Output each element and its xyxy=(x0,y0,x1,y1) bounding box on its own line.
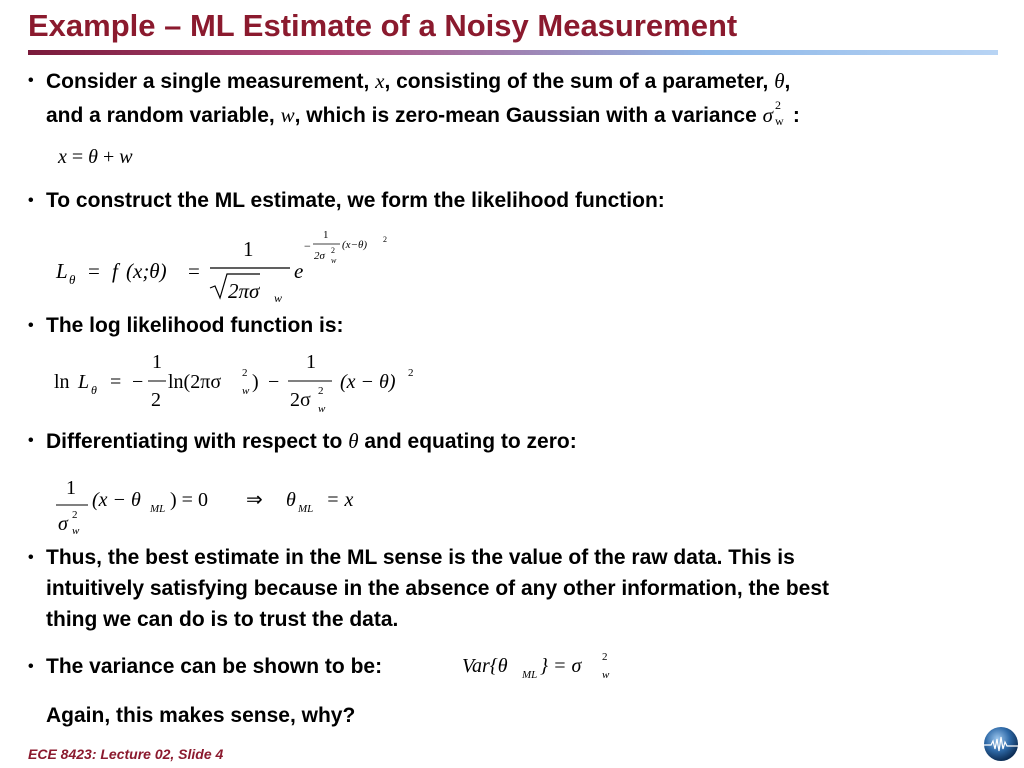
eq5-sup: 2 xyxy=(602,651,608,663)
eq2-equals-2: = xyxy=(188,259,200,283)
eq3-L: L xyxy=(78,371,90,393)
bullet-3-text: The log likelihood function is: xyxy=(46,314,344,337)
bullet-1-line-2 xyxy=(46,100,800,131)
title-divider xyxy=(28,50,998,55)
eq5-var: Var{θ xyxy=(462,655,508,677)
text: , xyxy=(784,70,791,93)
eq3-mid-sup: 2 xyxy=(242,367,248,379)
bullet-dot: • xyxy=(28,192,34,209)
eq3-rest: (x − θ) xyxy=(340,371,396,393)
eq-w: w xyxy=(119,146,133,168)
sup: 2 xyxy=(774,98,781,112)
sub: w xyxy=(774,114,784,128)
eq3-equals: = xyxy=(110,371,122,393)
eq2-num: 1 xyxy=(243,237,254,261)
bullet-5-line-1: Thus, the best estimate in the ML sense is the value of the raw data. This is xyxy=(46,546,795,569)
eq3-den2: 2σ xyxy=(290,389,311,411)
eq3-mid-close: ) xyxy=(252,371,259,393)
text: and a random variable, xyxy=(46,104,275,127)
equation-5 xyxy=(458,646,628,686)
eq-theta: θ xyxy=(88,146,98,168)
eq4-den: σ xyxy=(58,513,68,535)
eq-equals: = xyxy=(71,146,84,168)
text: Consider a single measurement, xyxy=(46,70,370,93)
eq4-den-sup: 2 xyxy=(72,509,78,521)
bullet-dot: • xyxy=(28,549,34,566)
equation-2 xyxy=(50,222,410,308)
eq-x: x xyxy=(58,146,67,168)
eq4-theta-sub: ML xyxy=(298,503,314,515)
globe-sphere xyxy=(984,727,1018,761)
eq3-mid-sub: w xyxy=(242,385,250,397)
text: and equating to zero: xyxy=(364,430,577,453)
slide-title: Example – ML Estimate of a Noisy Measurement xyxy=(28,8,738,43)
eq3-den2-sub: w xyxy=(318,403,326,415)
eq2-Lsub: θ xyxy=(69,272,76,287)
eq2-exp-minus: − xyxy=(304,239,311,253)
bullet-dot: • xyxy=(28,432,34,449)
eq2-densub: w xyxy=(274,291,283,305)
var-theta: θ xyxy=(348,429,359,453)
eq4-body-close: ) = 0 xyxy=(170,489,208,511)
bullet-2-text: To construct the ML estimate, we form the likelihood function: xyxy=(46,189,665,212)
eq3-rest-sq: 2 xyxy=(408,367,414,379)
eq5-var-close: } = σ xyxy=(540,655,582,677)
eq3-ln: ln xyxy=(54,371,70,393)
eq3-mid: ln(2πσ xyxy=(168,371,222,393)
eq2-den: 2πσ xyxy=(228,279,260,303)
bullet-dot: • xyxy=(28,72,34,89)
text: , consisting of the sum of a parameter, xyxy=(384,70,769,93)
text: , which is zero-mean Gaussian with a variance xyxy=(294,104,757,127)
eq4-body: (x − θ xyxy=(92,489,141,511)
eq3-num1: 1 xyxy=(152,351,162,373)
bullet-1-line-1 xyxy=(46,66,790,97)
eq2-exp-densup: 2 xyxy=(331,246,335,255)
equation-4 xyxy=(50,472,390,542)
eq4-theta: θ xyxy=(286,489,296,511)
eq2-exp-den: 2σ xyxy=(314,250,325,262)
eq2-exp-num: 1 xyxy=(323,229,329,241)
eq2-exp-sq: 2 xyxy=(383,235,387,244)
bullet-6-text: The variance can be shown to be: xyxy=(46,655,383,678)
eq3-den1: 2 xyxy=(151,389,161,411)
eq4-body-sub: ML xyxy=(150,503,166,515)
bullet-5-line-3: thing we can do is to trust the data. xyxy=(46,608,399,631)
bullet-5-line-2: intuitively satisfying because in the absence of any other information, the best xyxy=(46,577,829,600)
var-sigma: σ xyxy=(762,103,773,127)
eq-plus: + xyxy=(103,146,115,168)
eq2-exp-rest: (x−θ) xyxy=(342,239,368,251)
eq2-exp-densub: w xyxy=(331,256,337,265)
eq5-var-sub: ML xyxy=(522,669,538,681)
text: Differentiating with respect to xyxy=(46,430,343,453)
eq5-sub: w xyxy=(602,669,610,681)
eq4-rhs: = x xyxy=(326,489,354,511)
bullet-dot: • xyxy=(28,317,34,334)
eq2-e: e xyxy=(294,259,304,283)
eq4-den-sub: w xyxy=(72,525,80,537)
eq2-L: L xyxy=(56,259,68,283)
closing-text: Again, this makes sense, why? xyxy=(46,704,356,727)
equation-3 xyxy=(50,348,430,418)
eq3-num2: 1 xyxy=(306,351,316,373)
eq3-minus-2: − xyxy=(268,371,280,393)
var-theta: θ xyxy=(774,69,785,93)
globe-logo-icon xyxy=(982,725,1020,763)
implies-icon: ⇒ xyxy=(246,489,263,511)
eq3-den2-sup: 2 xyxy=(318,385,324,397)
var-w: w xyxy=(280,103,295,127)
eq2-args: (x;θ) xyxy=(126,259,167,283)
bullet-dot: • xyxy=(28,658,34,675)
eq2-equals: = xyxy=(88,259,100,283)
footer: ECE 8423: Lecture 02, Slide 4 xyxy=(28,746,224,762)
eq3-Lsub: θ xyxy=(91,383,97,397)
eq4-num: 1 xyxy=(66,477,76,499)
equation-1 xyxy=(58,146,133,169)
eq3-minus: − xyxy=(132,371,144,393)
text: : xyxy=(792,104,800,127)
eq2-f: f xyxy=(112,259,118,283)
var-x: x xyxy=(375,69,385,93)
